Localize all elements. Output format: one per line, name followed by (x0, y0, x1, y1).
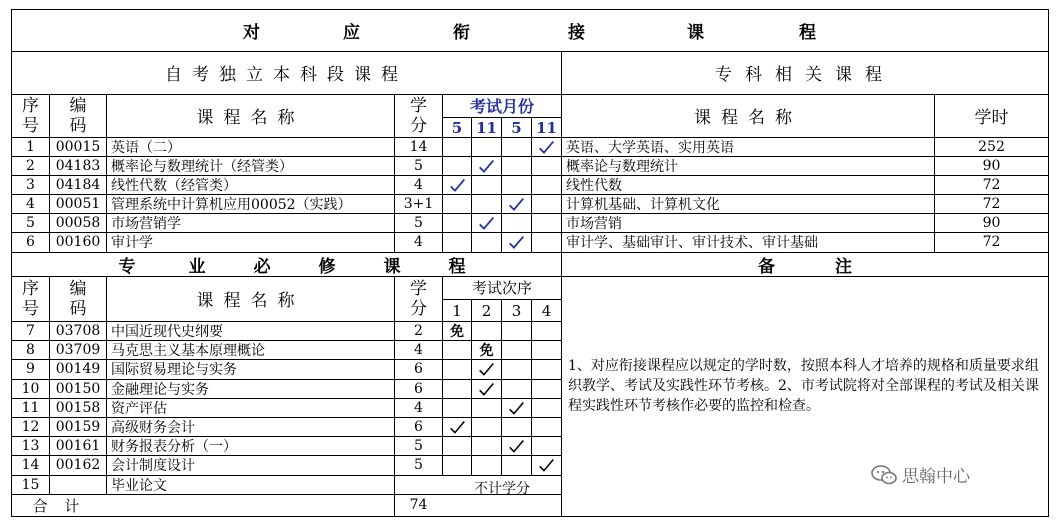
row-code: 00159 (55, 419, 101, 435)
credit-header-2: 学 分 (410, 278, 427, 319)
row-code: 00150 (55, 381, 101, 397)
month-11-b: 11 (536, 118, 557, 137)
row-code: 00058 (55, 215, 101, 231)
course-name-header-2: 课程名称 (196, 291, 305, 311)
required-title-char: 修 (318, 256, 336, 277)
table-title-char: 衔 (453, 23, 471, 43)
credit-header: 学 分 (410, 95, 427, 136)
row-code: 00015 (55, 139, 101, 155)
row-course-name: 毕业论文 (111, 478, 167, 494)
check-mark-icon (502, 233, 531, 251)
check-mark-icon (472, 360, 501, 378)
seq-header-2: 序 号 (22, 278, 39, 319)
row-course-name: 概率论与数理统计（经管类） (111, 159, 293, 175)
total-label: 合 计 (32, 496, 86, 515)
required-title-char: 必 (253, 256, 271, 277)
not-credited-label: 不计学分 (474, 481, 530, 497)
row-credit: 6 (414, 361, 423, 377)
table-title-char: 课 (687, 23, 705, 43)
total-value: 74 (409, 497, 428, 513)
check-mark-icon (443, 418, 471, 436)
row-credit: 4 (414, 342, 423, 358)
hours-header: 学时 (974, 108, 1009, 128)
row-seq: 9 (26, 361, 35, 377)
seq-header: 序 号 (22, 95, 39, 136)
check-mark-icon (532, 456, 561, 474)
related-course-name: 审计学、基础审计、审计技术、审计基础 (566, 235, 818, 251)
code-header: 编 码 (69, 95, 87, 136)
row-course-name: 市场营销学 (111, 216, 181, 232)
month-5-a: 5 (451, 118, 463, 137)
row-credit: 5 (414, 438, 423, 454)
row-credit: 5 (414, 215, 423, 231)
row-code: 03708 (55, 323, 101, 339)
row-credit (395, 476, 442, 494)
row-credit: 4 (414, 234, 423, 250)
row-course-name: 管理系统中计算机应用00052（实践） (111, 197, 352, 213)
check-mark-icon (502, 437, 531, 455)
related-hours: 72 (982, 234, 1001, 250)
check-mark-icon (443, 176, 471, 194)
row-course-name: 高级财务会计 (111, 420, 195, 436)
row-code: 00160 (55, 234, 101, 250)
row-code: 00051 (55, 196, 101, 212)
row-course-name: 金融理论与实务 (111, 382, 209, 398)
required-title-char: 业 (188, 256, 206, 277)
related-course-name: 线性代数 (566, 178, 622, 194)
row-code (50, 476, 106, 494)
related-hours: 72 (982, 177, 1001, 193)
row-course-name: 资产评估 (111, 401, 167, 417)
order-3: 3 (511, 301, 522, 320)
month-11-a: 11 (476, 118, 497, 137)
row-course-name: 审计学 (111, 235, 153, 251)
right-section-title: 专科相关课程 (715, 65, 895, 85)
check-mark-icon (472, 214, 501, 232)
row-seq: 3 (26, 177, 35, 193)
course-name-header: 课程名称 (196, 108, 305, 128)
related-hours: 90 (982, 158, 1001, 174)
course-table (11, 9, 1049, 517)
order-4: 4 (541, 301, 552, 320)
row-seq: 12 (21, 419, 40, 435)
check-mark-icon (502, 399, 531, 417)
month-5-b: 5 (511, 118, 522, 137)
row-seq: 14 (21, 457, 40, 473)
exam-order-header: 考试次序 (471, 279, 532, 297)
row-credit: 4 (414, 177, 423, 193)
check-mark-icon (472, 380, 501, 398)
row-seq: 5 (26, 215, 35, 231)
check-mark-icon (532, 138, 561, 156)
code-header-2: 编 码 (69, 278, 87, 319)
table-title-char: 接 (568, 23, 586, 43)
row-code: 00162 (55, 457, 101, 473)
row-credit: 6 (414, 381, 423, 397)
exam-month-header: 考试月份 (469, 97, 534, 116)
row-seq: 15 (21, 477, 40, 493)
table-title-char: 对 (243, 23, 261, 43)
related-course-name: 计算机基础、计算机文化 (566, 197, 720, 213)
related-hours: 72 (982, 196, 1001, 212)
row-seq: 10 (21, 381, 40, 397)
row-seq: 11 (21, 400, 40, 416)
related-hours: 252 (978, 139, 1005, 155)
related-hours: 90 (982, 215, 1001, 231)
row-credit: 2 (414, 323, 423, 339)
check-mark-icon (502, 195, 531, 213)
row-course-name: 英语（二） (111, 140, 181, 156)
row-course-name: 财务报表分析（一） (111, 439, 237, 455)
table-title-char: 应 (343, 23, 361, 43)
notes-text: 1、对应衔接课程应以规定的学时数，按照本科人才培养的规格和质量要求组织教学、考试及实践性环节考核。2、市考试院将对全部课程的考试及相关课程实践性环节考核作必要的监控和检查。 (568, 358, 1039, 414)
row-credit: 5 (414, 158, 423, 174)
row-course-name: 马克思主义基本原理概论 (111, 343, 265, 359)
related-course-name-header: 课程名称 (694, 108, 802, 128)
order-1: 1 (452, 301, 462, 320)
required-title-char: 专 (118, 256, 136, 277)
row-seq: 13 (21, 438, 40, 454)
row-credit: 5 (414, 457, 423, 473)
row-code: 00161 (55, 438, 101, 454)
left-section-title: 自考独立本科段课程 (165, 65, 408, 85)
table-title-char: 程 (799, 23, 817, 43)
row-seq: 6 (26, 234, 35, 250)
row-course-name: 中国近现代史纲要 (111, 324, 223, 340)
row-seq: 4 (26, 196, 35, 212)
row-code: 00158 (55, 400, 101, 416)
row-code: 04183 (55, 158, 101, 174)
row-credit: 4 (414, 400, 423, 416)
required-title-char: 课 (383, 256, 401, 277)
row-credit: 3+1 (403, 196, 434, 212)
row-seq: 1 (26, 139, 35, 155)
related-course-name: 英语、大学英语、实用英语 (566, 140, 734, 156)
row-course-name: 会计制度设计 (111, 458, 195, 474)
row-seq: 2 (26, 158, 35, 174)
row-code: 03709 (55, 342, 101, 358)
row-code: 04184 (55, 177, 101, 193)
row-course-name: 国际贸易理论与实务 (111, 362, 237, 378)
related-course-name: 市场营销 (566, 216, 622, 232)
row-seq: 8 (26, 342, 35, 358)
row-credit: 6 (414, 419, 423, 435)
row-course-name: 线性代数（经管类） (111, 178, 237, 194)
related-course-name: 概率论与数理统计 (566, 159, 678, 175)
row-credit: 14 (409, 139, 428, 155)
exempt-mark: 免 (479, 343, 494, 359)
wechat-icon (870, 464, 898, 486)
check-mark-icon (472, 157, 501, 175)
required-title-char: 程 (448, 256, 466, 277)
notes-title: 备注 (758, 256, 912, 277)
row-code: 00149 (55, 361, 101, 377)
row-seq: 7 (26, 323, 35, 339)
order-2: 2 (481, 301, 492, 320)
exempt-mark: 免 (450, 324, 464, 340)
watermark: 思翰中心 (870, 462, 970, 487)
